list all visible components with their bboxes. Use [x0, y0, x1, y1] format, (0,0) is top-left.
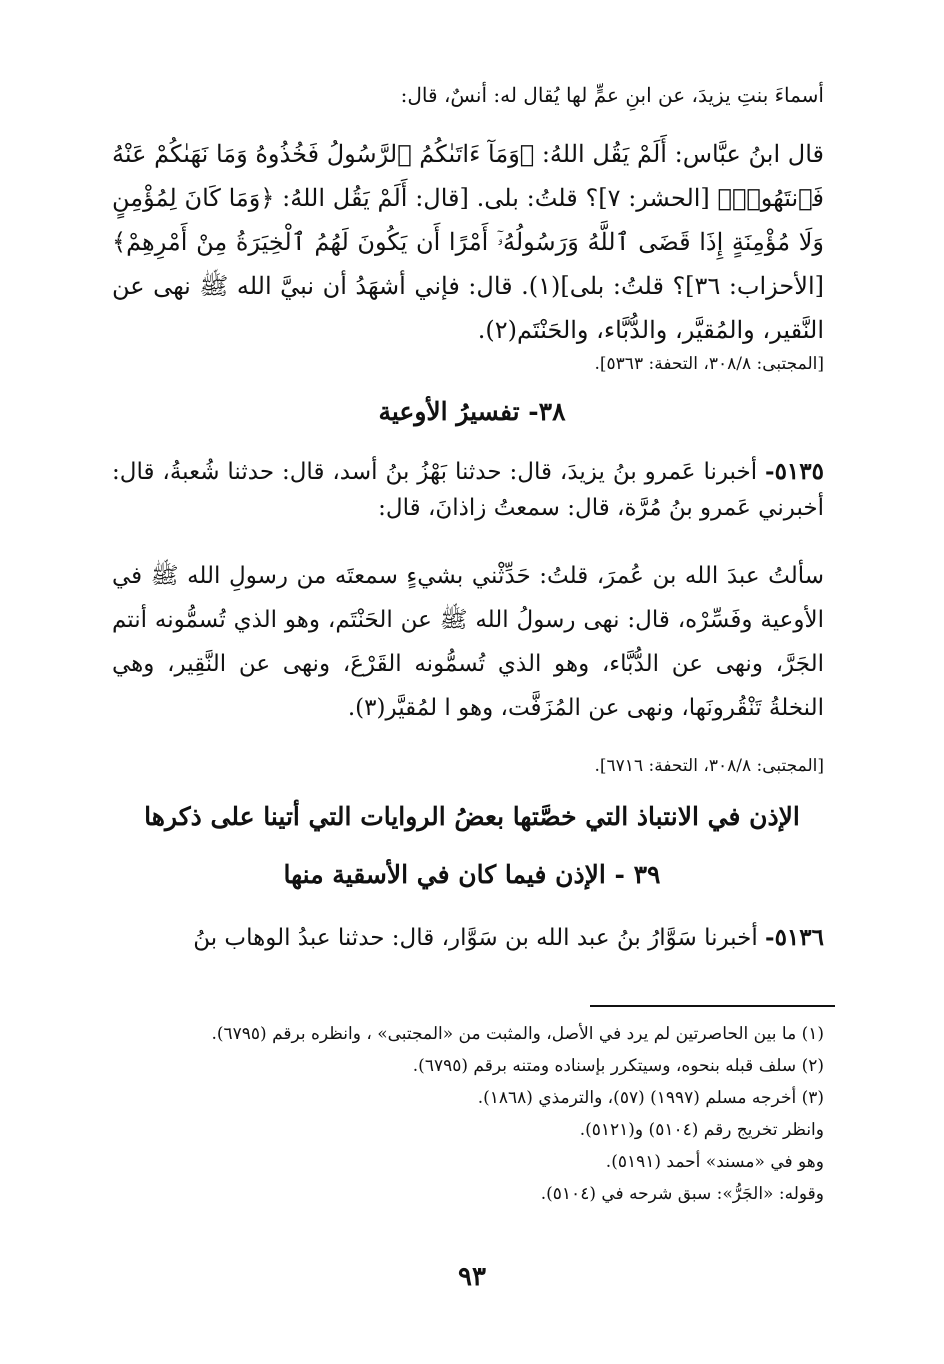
footnote-divider [590, 1005, 835, 1007]
hadith-number-5135: ٥١٣٥- [765, 458, 824, 485]
footnote-1: (١) ما بين الحاصرتين لم يرد في الأصل، والمثبت من «المجتبى» ، وانظره برقم (٦٧٩٥). [211, 1024, 824, 1044]
chapter-heading-38: ٣٨- تفسيرُ الأوعية [378, 397, 566, 426]
hadith-5136-isnad [112, 920, 824, 956]
footnote-3-cont-c: وقوله: «الجَرُّ»: سبق شرحه في (٥١٠٤). [540, 1184, 824, 1204]
footnote-3-cont-a: وانظر تخريج رقم (٥١٠٤) و(٥١٢١). [579, 1120, 824, 1140]
page-number: ٩٣ [458, 1262, 486, 1292]
footnote-3-cont-b: وهو في «مسند» أحمد (٥١٩١). [605, 1152, 824, 1172]
footnote-3: (٣) أخرجه مسلم (١٩٩٧) (٥٧)، والترمذي (١٨٦٨). [477, 1088, 824, 1108]
hadith-5136-chain: أخبرنا سَوَّارُ بنُ عبد الله بن سَوَّار، قال: حدثنا عبدُ الوهاب بنُ [193, 925, 758, 951]
footnote-2: (٢) سلف قبله بنحوه، وسيتكرر بإسناده ومتنه برقم (٦٧٩٥). [412, 1056, 824, 1076]
hadith-5135-body: سألتُ عبدَ الله بن عُمرَ، قلتُ: حَدِّثْني بشيءٍ سمعتَه من رسولِ الله ﷺ في الأوعية وفَسِّرْه، قال: نهى رسولُ الله ﷺ عن الحَنْتَم، وهو الذي تُسمُّونه أنتم الجَرَّ، ونهى عن الدُّبَّاء، وهو الذي تُسمُّونه القَرْعَ، ونهى عن النَّقِير، وهي النخلةُ تَنْقُرونَها، ونهى عن المُزَفَّت، وهو ا لمُقيَّر(٣). [112, 563, 824, 721]
ibn-abbas-quote: قال ابنُ عبَّاس: أَلَمْ يَقُل اللهُ: ﴿وَمَآ ءَاتَىٰكُمُ ٱلرَّسُولُ فَخُذُوهُ وَمَا نَهَىٰكُمْ عَنْهُ فَٱنتَهُوا۟﴾ [الحشر: ٧]؟ قلتُ: بلى. [قال: أَلَمْ يَقُل اللهُ: ﴿وَمَا كَانَ لِمُؤْمِنٍ وَلَا مُؤْمِنَةٍ إِذَا قَضَى ٱللَّهُ وَرَسُولُهُۥٓ أَمْرًا أَن يَكُونَ لَهُمُ ٱلْخِيَرَةُ مِنْ أَمْرِهِمْ﴾ [الأحزاب: ٣٦]؟ قلتُ: بلى](١). قال: فإني أشهَدُ أن نبيَّ الله ﷺ نهى عن النَّقير، والمُقيَّر، والدُّبَّاء، والحَنْتَم(٢). [112, 140, 825, 344]
section-heading-idhn: الإذن في الانتباذ التي خصَّتها بعضُ الروايات التي أتينا على ذكرها [144, 802, 800, 831]
intro-line: أسماءَ بنتِ يزيدَ، عن ابنِ عمٍّ لها يُقال له: أنسٌ، قال: [400, 83, 824, 107]
hadith-5135-isnad [112, 454, 824, 526]
source-reference-2: [المجتبى: ٣٠٨/٨، التحفة: ٦٧١٦]. [594, 756, 824, 776]
source-reference-1: [المجتبى: ٣٠٨/٨، التحفة: ٥٣٦٣]. [594, 354, 824, 374]
hadith-5135-chain: أخبرنا عَمرو بنُ يزيدَ، قال: حدثنا بَهْزُ بنُ أسد، قال: حدثنا شُعبةُ، قال: أخبرني عَمرو بنُ مُرَّة، قال: سمعتُ زاذانَ، قال: [112, 459, 824, 521]
footnotes [112, 1018, 824, 1210]
hadith-number-5136: ٥١٣٦- [765, 924, 824, 951]
chapter-heading-39: ٣٩ - الإذن فيما كان في الأسقية منها [283, 860, 661, 889]
